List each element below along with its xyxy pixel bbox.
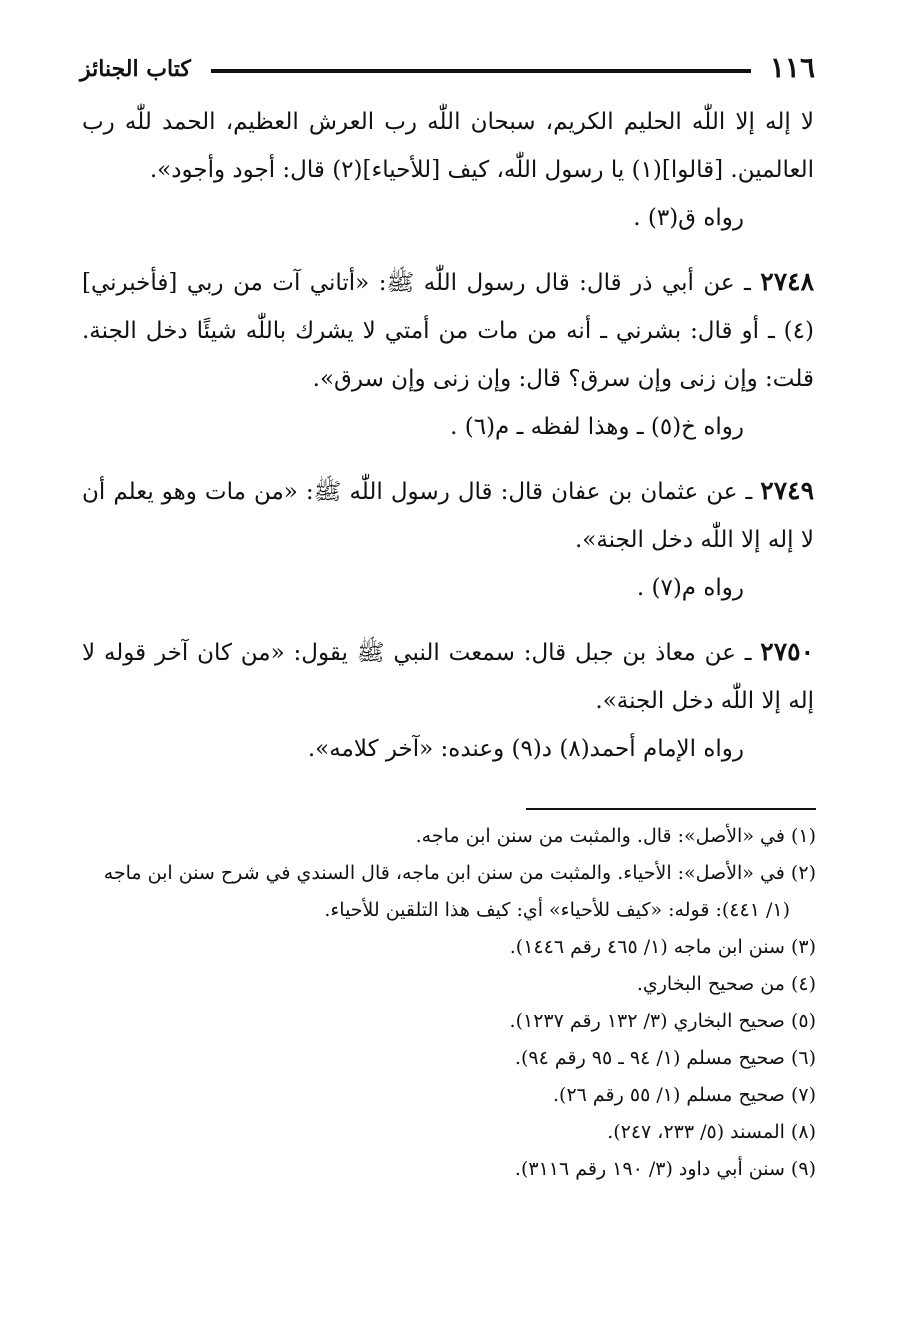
hadith-text: ـ عن معاذ بن جبل قال: سمعت النبي ﷺ يقول: «من كان آخر قوله لا إله إلا اللّٰه دخل الجنة». (82, 640, 814, 714)
footnote-2-continuation: (١/ ٤٤١): قوله: «كيف للأحياء» أي: كيف هذا التلقين للأحياء. (324, 899, 790, 921)
footnote-5: (٥) صحيح البخاري (٣/ ١٣٢ رقم ١٢٣٧). (509, 1010, 816, 1032)
hadith-text: ـ عن أبي ذر قال: قال رسول اللّٰه ﷺ: «أتاني آت من ربي [فأخبرني](٤) ـ أو قال: بشرني ـ أنه من مات من أمتي لا يشرك باللّٰه شيئًا دخل الجنة. قلت: وإن زنى وإن سرق؟ قال: وإن زنى وإن سرق». (82, 270, 814, 392)
footnote-9: (٩) سنن أبي داود (٣/ ١٩٠ رقم ٣١١٦). (514, 1158, 816, 1180)
narration-source-2750: رواه الإمام أحمد(٨) د(٩) وعنده: «آخر كلامه». (307, 736, 744, 762)
footnote-7: (٧) صحيح مسلم (١/ ٥٥ رقم ٢٦). (553, 1084, 816, 1106)
narration-source-1: رواه ق(٣) . (633, 205, 744, 231)
footnote-8: (٨) المسند (٥/ ٢٣٣، ٢٤٧). (607, 1121, 816, 1143)
main-text (82, 98, 814, 773)
hadith-text: ـ عن عثمان بن عفان قال: قال رسول اللّٰه ﷺ: «من مات وهو يعلم أن لا إله إلا اللّٰه دخل الجنة». (82, 479, 814, 553)
footnote-3: (٣) سنن ابن ماجه (١/ ٤٦٥ رقم ١٤٤٦). (509, 936, 816, 958)
para-continuation: لا إله إلا اللّٰه الحليم الكريم، سبحان اللّٰه رب العرش العظيم، الحمد للّٰه رب العالمين. [قالوا](١) يا رسول اللّٰه، كيف [للأحياء](٢) قال: أجود وأجود». (82, 109, 814, 183)
page-header (80, 50, 815, 90)
hadith-number: ٢٧٥٠ (760, 637, 814, 666)
footnote-6: (٦) صحيح مسلم (١/ ٩٤ ـ ٩٥ رقم ٩٤). (514, 1047, 816, 1069)
footnote-1: (١) في «الأصل»: قال. والمثبت من سنن ابن ماجه. (415, 825, 816, 847)
narration-source-2748: رواه خ(٥) ـ وهذا لفظه ـ م(٦) . (450, 414, 744, 440)
hadith-2750 (82, 628, 814, 725)
footnote-2: (٢) في «الأصل»: الأحياء. والمثبت من سنن ابن ماجه، قال السندي في شرح سنن ابن ماجه (103, 862, 816, 884)
book-title: كتاب الجنائز (80, 56, 191, 82)
narration-source-2749: رواه م(٧) . (636, 575, 744, 601)
footnote-4: (٤) من صحيح البخاري. (636, 973, 816, 995)
header-rule (211, 69, 751, 73)
page-number: ١١٦ (769, 51, 815, 84)
hadith-2749 (82, 467, 814, 564)
footnotes (82, 818, 816, 1188)
hadith-number: ٢٧٤٩ (760, 476, 814, 505)
footnote-rule (526, 808, 816, 810)
hadith-number: ٢٧٤٨ (760, 267, 814, 296)
hadith-2748 (82, 258, 814, 403)
